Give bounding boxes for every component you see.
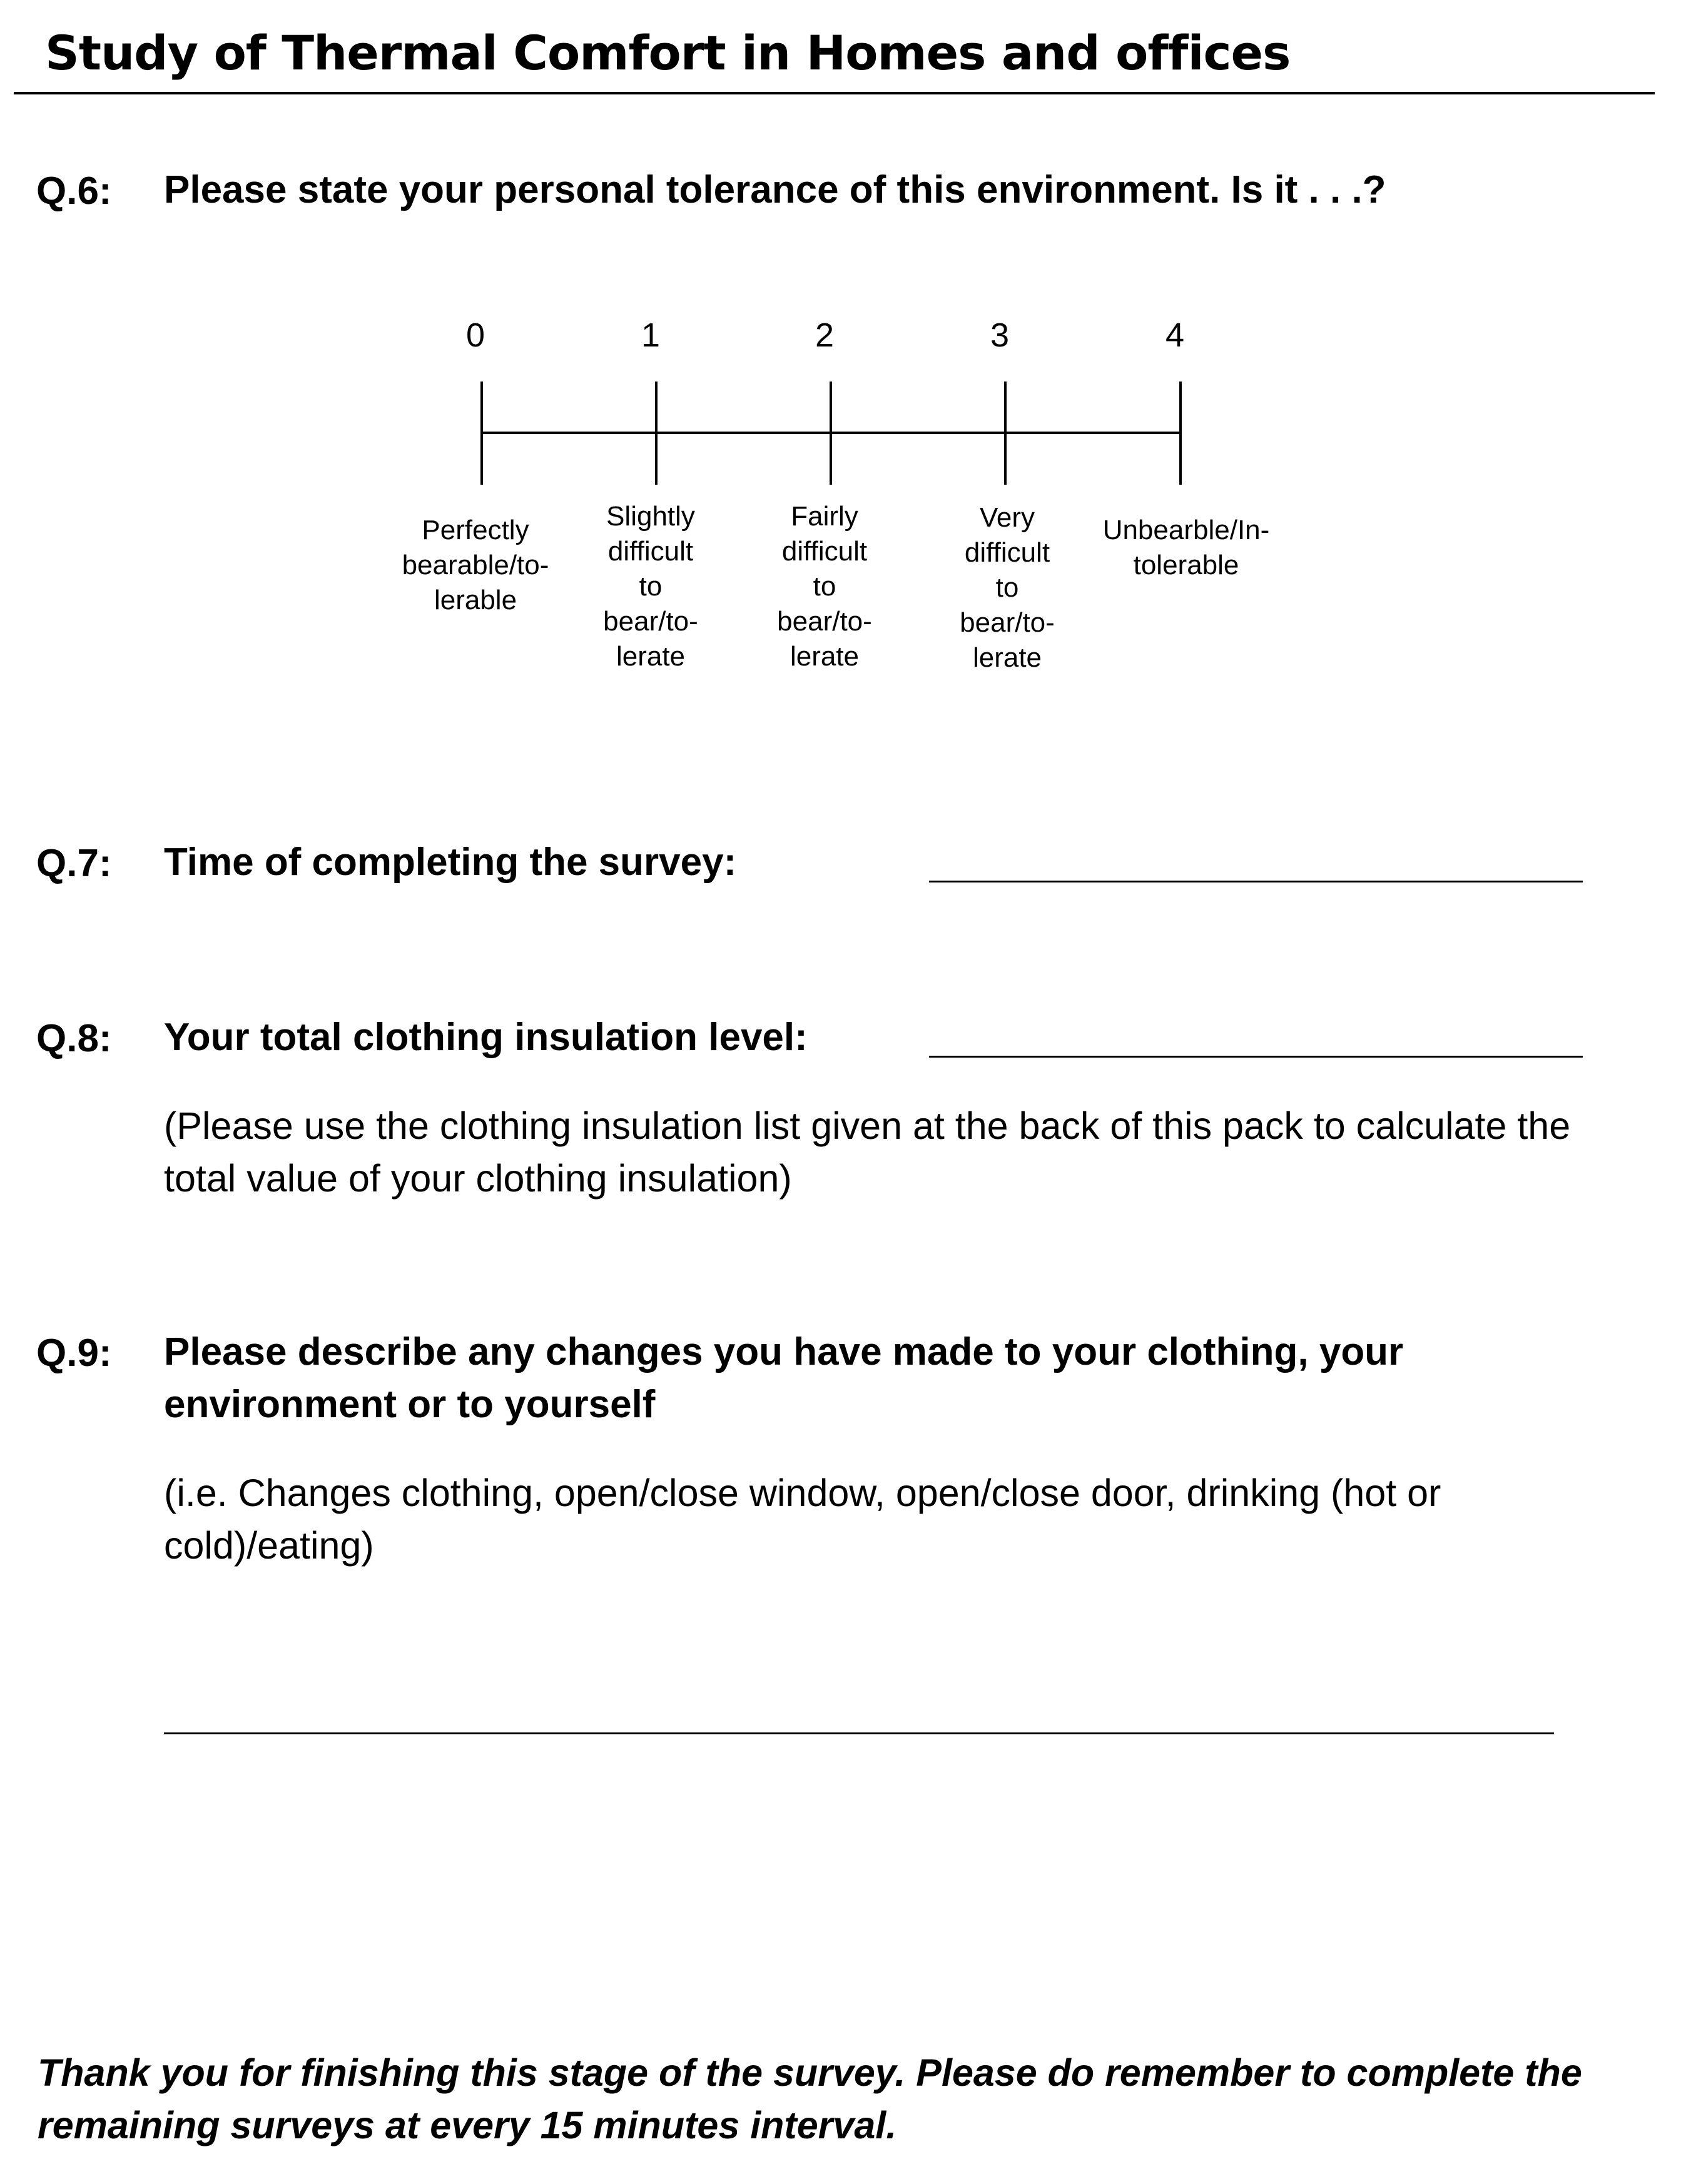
closing-line-2: remaining surveys at every 15 minutes interval. [38,2104,897,2146]
q6-question: Please state your personal tolerance of this environment. Is it . . .? [164,168,1386,211]
scale-label-2: Fairly difficult to bear/to- lerate [777,501,872,672]
scale-value-0: 0 [465,316,485,354]
q6-number: Q.6: [36,169,112,213]
scale-value-1: 1 [641,316,661,354]
scale-label-1: Slightly difficult to bear/to- lerate [603,501,698,672]
q8-note-line-2: total value of your clothing insulation) [164,1157,792,1200]
q8-number: Q.8: [36,1017,112,1060]
scale-label-3: Very difficult to bear/to- lerate [960,502,1055,673]
scale-label-4: Unbearble/In- tolerable [1102,515,1270,580]
q9-question-line-1: Please describe any changes you have made to your clothing, your [164,1330,1404,1373]
document-title: Study of Thermal Comfort in Homes and offices [45,25,1291,81]
q8-note-line-1: (Please use the clothing insulation list given at the back of this pack to calculate the [164,1105,1571,1147]
q7-answer-line[interactable] [929,881,1583,882]
q9-note-line-1: (i.e. Changes clothing, open/close window, open/close door, drinking (hot or [164,1472,1441,1514]
scale-value-3: 3 [990,316,1010,354]
q8-answer-line[interactable] [929,1056,1583,1058]
q9-question-line-2: environment or to yourself [164,1383,656,1426]
closing-message [38,2046,1582,2151]
scale-label-0: Perfectly bearable/to- lerable [402,515,549,615]
scale-value-4: 4 [1165,316,1185,354]
closing-line-1: Thank you for finishing this stage of the survey. Please do remember to complete the [38,2051,1582,2094]
q9-answer-line[interactable] [164,1732,1554,1734]
q7-number: Q.7: [36,842,112,885]
q8-question: Your total clothing insulation level: [164,1016,808,1059]
q9-note-line-2: cold)/eating) [164,1524,374,1567]
scale-value-2: 2 [815,316,835,354]
q7-question: Time of completing the survey: [164,841,737,884]
q9-number: Q.9: [36,1332,112,1375]
